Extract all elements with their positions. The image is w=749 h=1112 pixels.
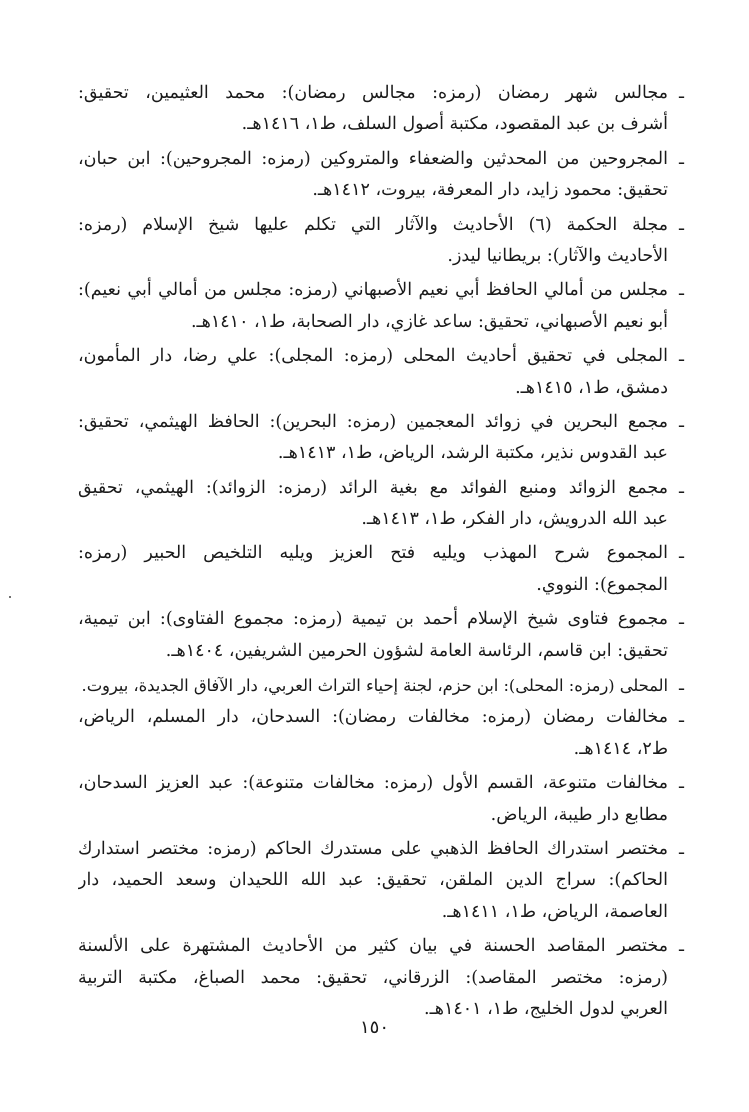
entry-bullet: ـ [679,773,684,794]
entry-line: ط٢، ١٤١٤هـ. [573,738,668,759]
entry-line: مخالفات متنوعة، القسم الأول (رمزه: مخالفات متنوعة): عبد العزيز السدحان، [78,773,668,794]
bibliography-entry [78,670,684,701]
entry-line: المجموع شرح المهذب ويليه فتح العزيز ويليه التلخيص الحبير (رمزه: [78,543,668,564]
entry-line: العاصمة، الرياض، ط١، ١٤١١هـ. [441,901,668,922]
bibliography-entry [78,275,684,338]
entry-line: أشرف بن عبد المقصود، مكتبة أصول السلف، ط١، ١٤١٦هـ. [241,114,668,135]
entry-line: الأحاديث والآثار): بريطانيا ليدز. [447,245,668,266]
entry-line: المجلى في تحقيق أحاديث المحلى (رمزه: المجلى): علي رضا، دار المأمون، [78,346,668,367]
entry-line: المجموع): النووي. [536,574,668,595]
entry-line: مجمع الزوائد ومنبع الفوائد مع بغية الرائد (رمزه: الزوائد): الهيثمي، تحقيق [78,477,668,498]
bibliography-entry [78,78,684,141]
entry-line: عبد القدوس نذير، مكتبة الرشد، الرياض، ط١، ١٤١٣هـ. [277,443,668,464]
entry-line: مختصر المقاصد الحسنة في بيان كثير من الأحاديث المشتهرة على الألسنة [78,936,668,957]
entry-bullet: ـ [679,838,684,859]
entry-line: العربي لدول الخليج، ط١، ١٤٠١هـ. [424,998,668,1019]
entry-bullet: ـ [679,707,684,728]
entry-line: تحقيق: محمود زايد، دار المعرفة، بيروت، ١٤١٢هـ. [312,180,668,201]
bibliography-entry [78,604,684,667]
entry-line: مجمع البحرين في زوائد المعجمين (رمزه: البحرين): الحافظ الهيثمي، تحقيق: [78,411,668,432]
bibliography-entry [78,768,684,831]
bibliography-entry [78,341,684,404]
entry-line: المحلى (رمزه: المحلى): ابن حزم، لجنة إحياء التراث العربي، دار الآفاق الجديدة، بيروت. [81,676,668,696]
entry-line: دمشق، ط١، ١٤١٥هـ. [515,377,668,398]
entry-bullet: ـ [679,411,684,432]
entry-line: مجلس من أمالي الحافظ أبي نعيم الأصبهاني (رمزه: مجلس من أمالي أبي نعيم): [78,280,668,301]
entry-bullet: ـ [679,543,684,564]
entry-line: تحقيق: ابن قاسم، الرئاسة العامة لشؤون الحرمين الشريفين، ١٤٠٤هـ. [165,640,668,661]
entry-line: أبو نعيم الأصبهاني، تحقيق: ساعد غازي، دار الصحابة، ط١، ١٤١٠هـ. [190,311,668,332]
bibliography-entry [78,144,684,207]
entry-line: مجموع فتاوى شيخ الإسلام أحمد بن تيمية (رمزه: مجموع الفتاوى): ابن تيمية، [78,609,668,630]
bibliography-entry [78,834,684,928]
entry-line: الحاكم): سراج الدين الملقن، تحقيق: عبد الله اللحيدان وسعد الحميد، دار [78,870,668,891]
entry-bullet: ـ [679,346,684,367]
entry-line: عبد الله الدرويش، دار الفكر، ط١، ١٤١٣هـ. [361,509,668,530]
entry-line: مخالفات رمضان (رمزه: مخالفات رمضان): السدحان، دار المسلم، الرياض، [78,707,668,728]
entry-line: المجروحين من المحدثين والضعفاء والمتروكين (رمزه: المجروحين): ابن حبان، [78,148,668,169]
entry-line: (رمزه: مختصر المقاصد): الزرقاني، تحقيق: محمد الصباغ، مكتبة التربية [78,967,668,988]
bibliography-list [78,78,684,1025]
bibliography-entry [78,702,684,765]
entry-bullet: ـ [679,280,684,301]
page-number: ١٥٠ [359,1017,389,1038]
entry-bullet: ـ [679,936,684,957]
bibliography-entry [78,473,684,536]
bibliography-entry [78,931,684,1025]
entry-line: مطابع دار طيبة، الرياض. [490,804,668,825]
entry-line: مجلة الحكمة (٦) الأحاديث والآثار التي تكلم عليها شيخ الإسلام (رمزه: [78,214,668,235]
entry-line: مجالس شهر رمضان (رمزه: مجالس رمضان): محمد العثيمين، تحقيق: [78,83,668,103]
entry-line: مختصر استدراك الحافظ الذهبي على مستدرك الحاكم (رمزه: مختصر استدارك [78,838,668,859]
bibliography-entry [78,538,684,601]
entry-bullet: ـ [679,83,684,103]
entry-bullet: ـ [679,148,684,169]
bibliography-page [78,78,684,1025]
entry-bullet: ـ [679,477,684,498]
entry-bullet: ـ [679,214,684,235]
entry-bullet: ـ [679,675,684,696]
entry-bullet: ـ [679,609,684,630]
bibliography-entry [78,210,684,273]
margin-mark [9,596,11,598]
bibliography-entry [78,407,684,470]
